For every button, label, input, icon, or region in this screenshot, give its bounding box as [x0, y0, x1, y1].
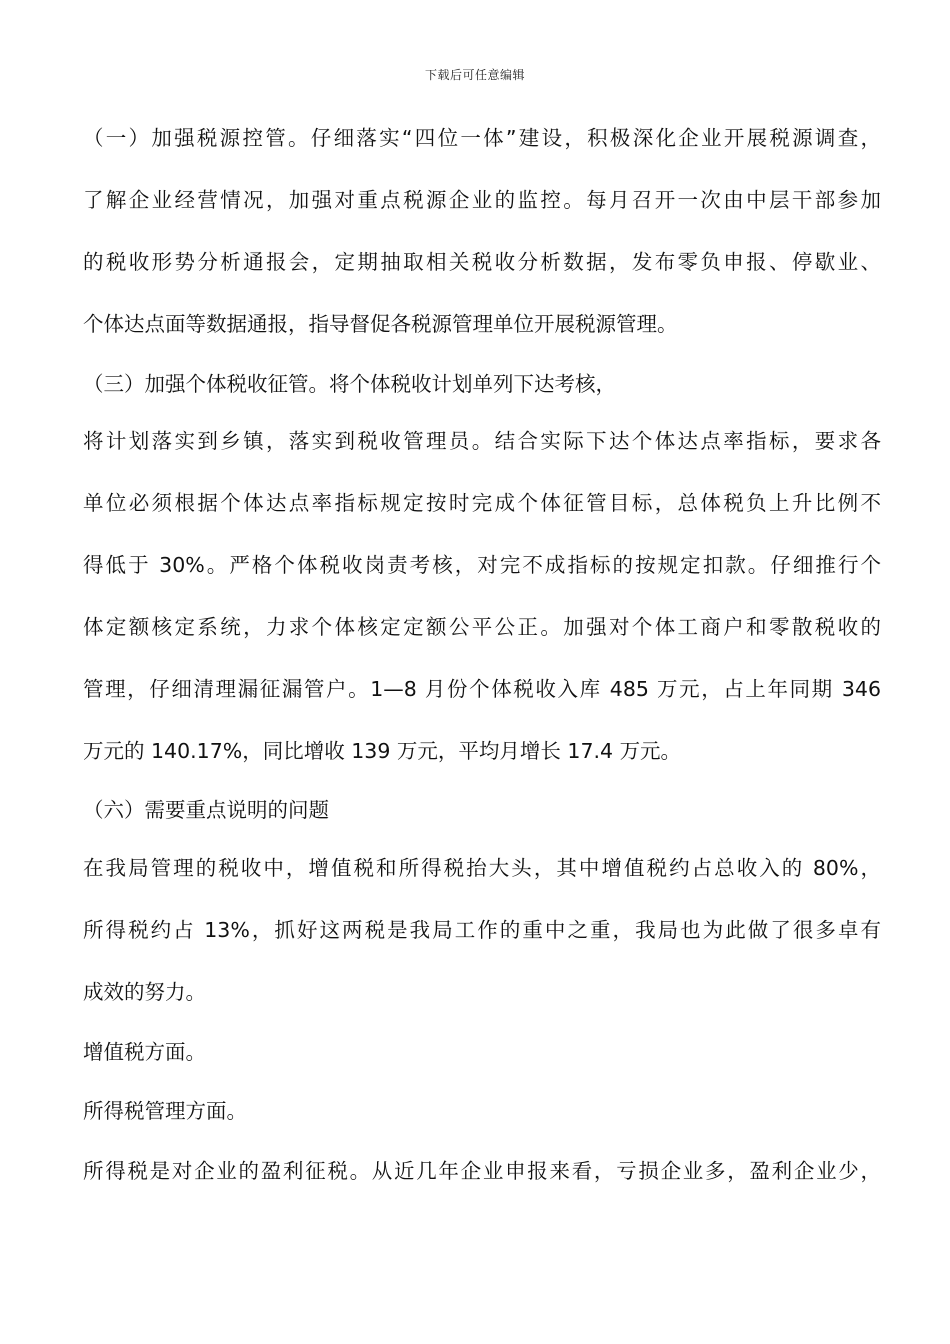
page-header: 下载后可任意编辑 — [424, 68, 525, 82]
paragraph-line: 在我局管理的税收中，增值税和所得税抬大头，其中增值税约占总收入的 80%， — [83, 856, 881, 880]
paragraph-line: 所得税约占 13%，抓好这两税是我局工作的重中之重，我局也为此做了很多卓有 — [83, 918, 881, 942]
paragraph-line: 万元的 140.17%，同比增收 139 万元，平均月增长 17.4 万元。 — [83, 739, 682, 763]
paragraph-line: 了解企业经营情况，加强对重点税源企业的监控。每月召开一次由中层干部参加 — [83, 188, 881, 212]
paragraph-line: 所得税是对企业的盈利征税。从近几年企业申报来看，亏损企业多，盈利企业少， — [83, 1159, 881, 1183]
paragraph-line: 管理，仔细清理漏征漏管户。1—8 月份个体税收入库 485 万元，占上年同期 346 — [83, 677, 881, 701]
paragraph-line: 个体达点面等数据通报，指导督促各税源管理单位开展税源管理。 — [83, 312, 678, 336]
section-heading: （三）加强个体税收征管。将个体税收计划单列下达考核， — [83, 372, 616, 396]
paragraph-line: 将计划落实到乡镇，落实到税收管理员。结合实际下达个体达点率指标，要求各 — [83, 429, 881, 453]
paragraph-line: 的税收形势分析通报会，定期抽取相关税收分析数据，发布零负申报、停歇业、 — [83, 250, 881, 274]
paragraph-line: 得低于 30%。严格个体税收岗责考核，对完不成指标的按规定扣款。仔细推行个 — [83, 553, 881, 577]
section-heading: （六）需要重点说明的问题 — [83, 798, 329, 822]
paragraph-line: 增值税方面。 — [83, 1040, 206, 1064]
paragraph-line: 体定额核定系统，力求个体核定定额公平公正。加强对个体工商户和零散税收的 — [83, 615, 881, 639]
paragraph-line: （一）加强税源控管。仔细落实“四位一体”建设，积极深化企业开展税源调查， — [83, 126, 881, 150]
paragraph-line: 单位必须根据个体达点率指标规定按时完成个体征管目标，总体税负上升比例不 — [83, 491, 881, 515]
paragraph-line: 成效的努力。 — [83, 980, 206, 1004]
paragraph-line: 所得税管理方面。 — [83, 1099, 247, 1123]
